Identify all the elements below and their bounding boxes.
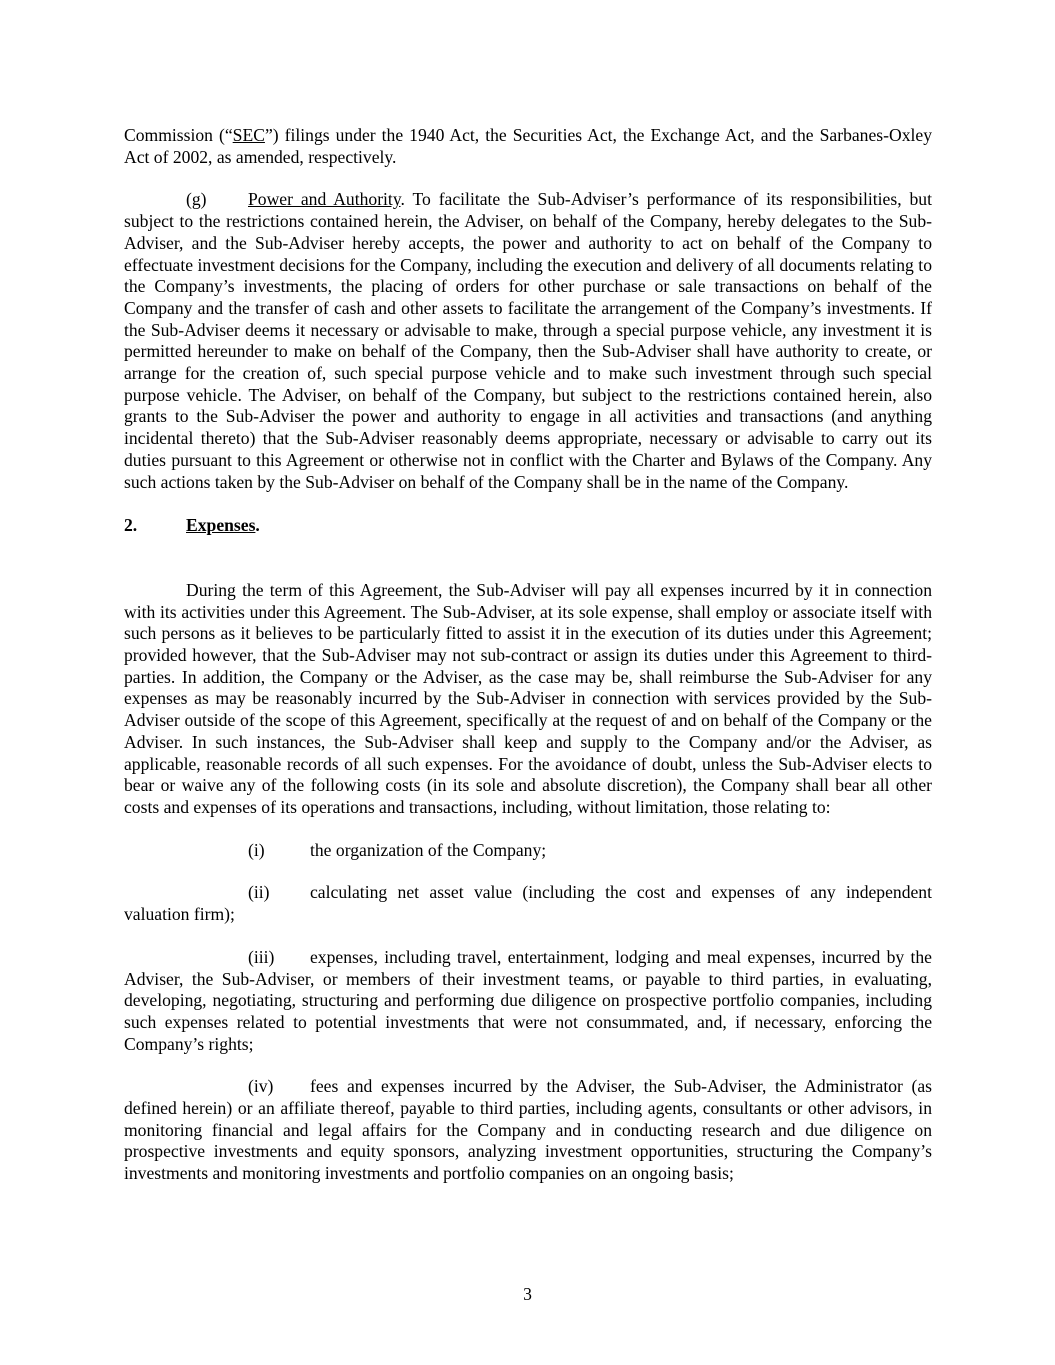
section-2-number: 2. [124, 515, 138, 536]
list-item-label: (iv) [248, 1076, 274, 1097]
list-item-label: (i) [248, 839, 265, 860]
section-2-title: Expenses [186, 515, 256, 536]
intro-text-after: ”) filings under the 1940 Act, the Securities Act, the Exchange Act, and the Sarbanes-Oxley Act of 2002, as amended, respectively. [124, 125, 932, 167]
list-item [124, 840, 932, 862]
section-g-heading: Power and Authority [248, 189, 401, 210]
section-2-heading [124, 515, 932, 537]
page-number: 3 [523, 1284, 532, 1304]
list-item-label: (ii) [248, 882, 270, 903]
list-item [124, 1076, 932, 1185]
list-item-label: (iii) [248, 946, 275, 967]
document-body [124, 125, 932, 1206]
list-item-text: calculating net asset value (including the cost and expenses of any independent valuation firm); [124, 882, 932, 925]
section-g-label: (g) [186, 189, 207, 210]
sec-defined-term: SEC [232, 125, 265, 145]
list-item [124, 947, 932, 1056]
intro-paragraph [124, 125, 932, 168]
section-g-text: . To facilitate the Sub-Adviser’s performance of its responsibilities, but subject to the restrictions contained herein, the Adviser, on behalf of the Company, hereby delegates to the Sub-Adviser, and the Sub-Adviser hereby accepts, the power and authority to act on behalf of the Company to effectuate investment decisions for the Company, including the execution and delivery of all documents relating to the Company’s investments, the placing of orders for other purchase or sale transactions on behalf of the Company and the transfer of cash and other assets to facilitate the arrangement of the Company’s investments. If the Sub-Adviser deems it necessary or advisable to make, through a special purpose vehicle, any investment it is permitted hereunder to make on behalf of the Company, then the Sub-Adviser shall have authority to create, or arrange for the creation of, such special purpose vehicle and to make such investment through such special purpose vehicle. The Adviser, on behalf of the Company, but subject to the restrictions contained herein, also grants to the Sub-Adviser the power and authority to engage in all activities and transactions (and anything incidental thereto) that the Sub-Adviser reasonably deems appropriate, necessary or advisable to carry out its duties pursuant to this Agreement or otherwise not in conflict with the Charter and Bylaws of the Company. Any such actions taken by the Sub-Adviser on behalf of the Company shall be in the name of the Company. [124, 189, 932, 492]
section-2-title-suffix: . [255, 515, 260, 536]
expenses-paragraph: During the term of this Agreement, the Sub-Adviser will pay all expenses incurred by it in connection with its activities under this Agreement. The Sub-Adviser, at its sole expense, shall employ or associate itself with such persons as it believes to be particularly fitted to assist it in the execution of its duties under this Agreement; provided however, that the Sub-Adviser may not sub-contract or assign its duties under this Agreement to third-parties. In addition, the Company or the Adviser, as the case may be, shall reimburse the Sub-Adviser for any expenses as may be reasonably incurred by the Sub-Adviser in connection with services provided by the Sub-Adviser outside of the scope of this Agreement, specifically at the request of and on behalf of the Company or the Adviser. In such instances, the Sub-Adviser shall keep and supply to the Company and/or the Adviser, as applicable, reasonable records of all such expenses. For the avoidance of doubt, unless the Sub-Adviser elects to bear or waive any of the following costs (in its sole and absolute discretion), the Company shall bear all other costs and expenses of its operations and transactions, including, without limitation, those relating to: [124, 579, 932, 817]
section-g-paragraph [124, 189, 932, 493]
list-item-text: the organization of the Company; [310, 839, 547, 860]
list-item-text: expenses, including travel, entertainment, lodging and meal expenses, incurred by the Adviser, the Sub-Adviser, or members of their investment teams, or payable to third parties, in evaluating, developing, negotiating, structuring and performing due diligence on prospective portfolio companies, including such expenses related to potential investments that were not consummated, and, if necessary, enforcing the Company’s rights; [124, 946, 932, 1054]
list-item-text: fees and expenses incurred by the Adviser, the Sub-Adviser, the Administrator (as defined herein) or an affiliate thereof, payable to third parties, including agents, consultants or other advisors, in monitoring financial and legal affairs for the Company and in conducting research and due diligence on prospective investments and equity sponsors, analyzing investment opportunities, structuring the Company’s investments and monitoring investments and portfolio companies on an ongoing basis; [124, 1076, 932, 1184]
intro-text-before: Commission (“ [124, 125, 233, 145]
list-item [124, 882, 932, 925]
